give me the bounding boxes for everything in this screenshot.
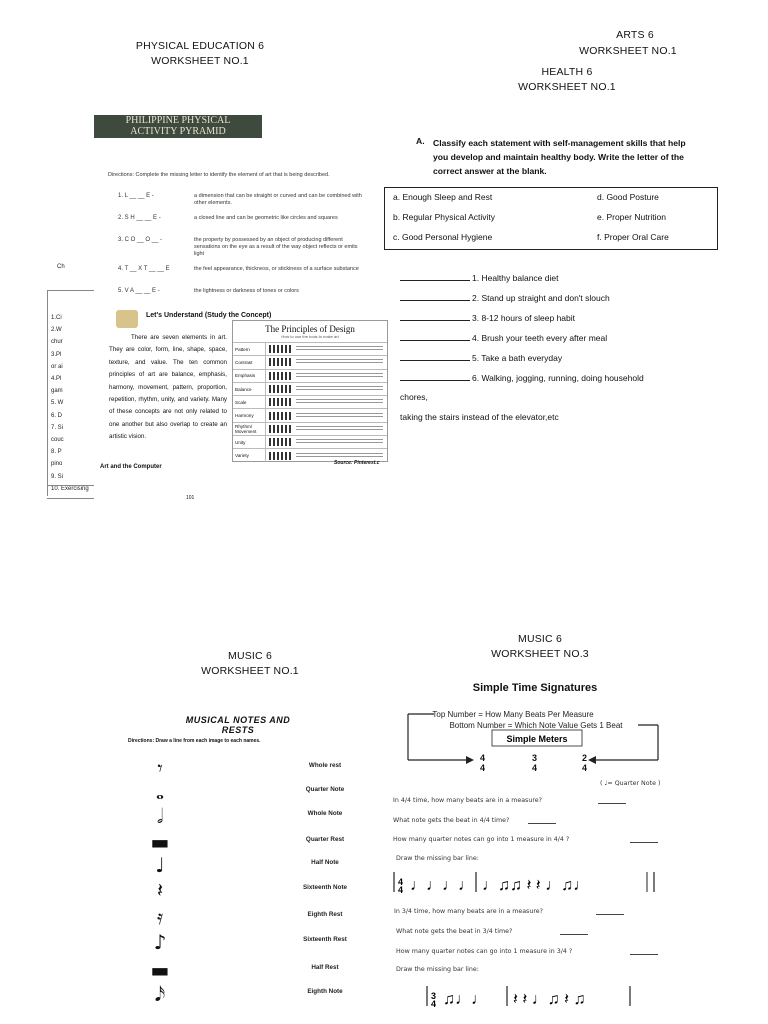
music-symbol-label[interactable]: Sixteenth Rest: [303, 936, 347, 943]
health-item-text: 6. Walking, jogging, running, doing household: [472, 373, 644, 383]
principle-row: [233, 342, 387, 355]
health-item-text: 1. Healthy balance diet: [472, 273, 559, 283]
principle-icon: [269, 385, 293, 393]
q4-text: Draw the missing bar line:: [396, 855, 479, 862]
principles-source: Source: Pinterest.c: [334, 460, 380, 466]
staff-exercise-1[interactable]: [392, 866, 660, 896]
health-choices-box: [384, 187, 718, 250]
pyramid-line2: ACTIVITY PYRAMID: [130, 126, 226, 137]
principle-description-lines: [296, 359, 383, 365]
pe-list-item: couc: [51, 437, 64, 444]
q6-blank[interactable]: [560, 934, 588, 935]
music1-heading: MUSICAL NOTES AND RESTS: [185, 715, 291, 735]
pe-list-item: 9. Si: [51, 473, 64, 480]
pe-list-item: 10. Exercising: [51, 485, 89, 492]
q3-text: How many quarter notes can go into 1 measure in 4/4 ?: [393, 836, 570, 843]
principles-chart: [232, 320, 388, 462]
understand-title: Let's Understand (Study the Concept): [146, 312, 272, 319]
music3-title: MUSIC 6: [518, 633, 562, 645]
health-item-text: 4. Brush your teeth every after meal: [472, 333, 608, 343]
answer-blank[interactable]: [400, 291, 470, 301]
quarter-note-key: ( ♩= Quarter Note ): [600, 780, 661, 787]
pe-list-item: 2.W: [51, 327, 62, 334]
principle-icon: [269, 398, 293, 406]
principle-label: Rhythm/ Movement: [233, 423, 266, 435]
arts-item-question: 4. T __ X T __ __ E: [118, 266, 170, 272]
pe-list-item: 6. D: [51, 412, 63, 419]
pe-title: PHYSICAL EDUCATION 6: [135, 40, 265, 52]
svg-text:4: 4: [398, 877, 404, 887]
music-symbol-icon[interactable]: ▬: [150, 958, 170, 982]
answer-blank[interactable]: [400, 311, 470, 321]
arrowhead-right: [588, 756, 596, 764]
bottom-number-line: Bottom Number = Which Note Value Gets 1 Beat: [449, 721, 623, 730]
health-title: HEALTH 6: [541, 66, 593, 78]
music-symbol-icon[interactable]: ♩: [155, 853, 165, 877]
pyramid-banner: [94, 115, 262, 138]
pe-list-item: or ai: [51, 363, 63, 370]
answer-blank[interactable]: [400, 331, 470, 341]
music-symbol-label[interactable]: Whole rest: [308, 762, 342, 769]
principle-label: Harmony: [233, 409, 266, 421]
arts-item-description: a dimension that can be straight or curved and can be combined with other elements.: [194, 193, 362, 206]
arts-subtitle: WORKSHEET NO.1: [579, 45, 677, 57]
principle-icon: [269, 438, 293, 446]
principle-label: Variety: [233, 449, 266, 461]
arts-sheet: [94, 160, 386, 505]
q8-text: Draw the missing bar line:: [396, 966, 479, 973]
principle-description-lines: [296, 439, 383, 445]
music-symbol-label[interactable]: Eighth Rest: [307, 911, 343, 918]
study-icon: [116, 310, 138, 328]
svg-text:𝄽 𝄽 ♩♫ 𝄽 ♫: 𝄽 𝄽 ♩♫ 𝄽 ♫: [513, 991, 586, 1008]
answer-blank[interactable]: [400, 271, 470, 281]
simple-meters: Simple Meters: [506, 734, 568, 744]
principle-row: [233, 422, 387, 435]
principles-title: The Principles of Design: [265, 324, 355, 334]
principle-description-lines: [296, 386, 383, 392]
principle-row: [233, 355, 387, 368]
arts-item-description: a closed line and can be geometric like circles and squares: [194, 215, 338, 221]
pe-list-item: chur: [51, 339, 63, 346]
q1-blank[interactable]: [598, 803, 626, 804]
principle-icon: [269, 425, 293, 433]
principle-description-lines: [296, 426, 383, 432]
pe-side-label: Ch: [57, 264, 65, 270]
music-symbol-icon[interactable]: 𝄽: [156, 878, 164, 902]
principle-icon: [269, 452, 293, 460]
music1-title: MUSIC 6: [228, 650, 272, 662]
principle-icon: [269, 372, 293, 380]
svg-text:♩♫♫ 𝄽 𝄽 ♩♫♩: ♩♫♫ 𝄽 𝄽 ♩♫♩: [482, 877, 590, 894]
staff-exercise-2[interactable]: [425, 980, 635, 1010]
health-instruction-letter: A.: [416, 136, 425, 146]
principle-label: Emphasis: [233, 370, 266, 382]
arts-page-number: 101: [186, 495, 195, 501]
svg-text:♫♩♩: ♫♩♩: [443, 991, 487, 1008]
pe-list-item: 1.Ci: [51, 315, 62, 321]
principle-label: Pattern: [233, 343, 266, 355]
health-choice-right: f. Proper Oral Care: [597, 232, 669, 242]
music-symbol-label[interactable]: Quarter Note: [305, 786, 345, 793]
principle-label: Contrast: [233, 356, 266, 368]
music-symbol-icon[interactable]: 𝅘𝅥𝅯: [154, 982, 166, 1006]
arts-item-description: the lightness or darkness of tones or colors: [194, 288, 299, 294]
arts-directions: Directions: Complete the missing letter to identify the element of art that is being described.: [108, 172, 330, 178]
health-cont2: taking the stairs instead of the elevator,etc: [400, 412, 559, 422]
q7-blank[interactable]: [630, 954, 658, 955]
pe-list-item: pino: [51, 461, 63, 468]
arts-item-question: 5. V A __ __ E -: [118, 288, 160, 294]
principle-row: [233, 382, 387, 395]
svg-text:♩♩♩♩: ♩♩♩♩: [410, 877, 474, 894]
principle-description-lines: [296, 453, 383, 459]
principle-row: [233, 369, 387, 382]
health-subtitle: WORKSHEET NO.1: [518, 81, 616, 93]
q1-text: In 4/4 time, how many beats are in a measure?: [393, 797, 542, 804]
arts-item-question: 2. S H __ __ E -: [118, 215, 161, 221]
music-symbol-icon[interactable]: ▬: [150, 830, 170, 854]
principle-label: Unity: [233, 436, 266, 448]
music-symbol-icon[interactable]: 𝅝: [156, 780, 164, 804]
arrowhead-left: [466, 756, 474, 764]
sig-2-4: 2 4: [582, 753, 588, 773]
q3-blank[interactable]: [630, 842, 658, 843]
health-choice-right: e. Proper Nutrition: [597, 212, 666, 222]
music-symbol-icon[interactable]: 𝅗𝅥: [156, 804, 164, 828]
time-signature-diagram: [396, 700, 696, 780]
arts-title: ARTS 6: [616, 29, 654, 41]
music-symbol-label[interactable]: Eighth Note: [307, 988, 343, 995]
top-number-line: Top Number = How Many Beats Per Measure: [432, 710, 594, 719]
principle-row: [233, 408, 387, 421]
arts-item-description: the feel appearance, thickness, or stickiness of a surface substance: [194, 266, 359, 272]
music-symbol-label[interactable]: Quarter Rest: [305, 836, 345, 843]
q5-text: In 3/4 time, how many beats are in a measure?: [394, 908, 543, 915]
health-cont1: chores,: [400, 392, 428, 402]
health-choice-left: c. Good Personal Hygiene: [393, 232, 493, 242]
music-symbol-label[interactable]: Half Rest: [311, 964, 339, 971]
health-instruction: Classify each statement with self-management skills that help you develop and maintain healthy body. Write the letter of the correct answer at the blank.: [433, 138, 686, 176]
arts-item-question: 3. C O __ O __ -: [118, 237, 163, 243]
music1-subtitle: WORKSHEET NO.1: [201, 665, 299, 677]
pe-subtitle: WORKSHEET NO.1: [151, 55, 249, 67]
principle-description-lines: [296, 399, 383, 405]
health-choice-left: b. Regular Physical Activity: [393, 212, 496, 222]
music-symbol-label[interactable]: Sixteenth Note: [302, 884, 348, 891]
pe-list-item: 5. W: [51, 400, 64, 407]
music1-directions: Directions: Draw a line from each image to each names.: [128, 738, 261, 744]
health-item-text: 3. 8-12 hours of sleep habit: [472, 313, 576, 323]
principle-icon: [269, 412, 293, 420]
pe-list-item: 7. Si: [51, 424, 64, 431]
q5-blank[interactable]: [596, 914, 624, 915]
svg-text:3: 3: [431, 991, 437, 1001]
health-item: [400, 271, 730, 291]
arts-item-description: the property by possessed by an object of producing different sensations on the eye as a result of the way object reflects or emits light: [194, 237, 358, 257]
principle-description-lines: [296, 373, 383, 379]
music-symbol-icon[interactable]: 𝄿: [156, 905, 164, 929]
music3-subtitle: WORKSHEET NO.3: [491, 648, 589, 660]
health-item: [400, 311, 730, 331]
music-symbol-icon[interactable]: ♪: [153, 930, 167, 954]
svg-text:4: 4: [398, 885, 404, 895]
principle-label: Scale: [233, 396, 266, 408]
q7-text: How many quarter notes can go into 1 measure in 3/4 ?: [396, 948, 573, 955]
health-choice-right: d. Good Posture: [597, 192, 659, 202]
answer-blank[interactable]: [400, 351, 470, 361]
music-symbol-label[interactable]: Whole Note: [307, 810, 343, 817]
pyramid-line1: PHILIPPINE PHYSICAL: [125, 115, 231, 126]
health-item: [400, 331, 730, 351]
principle-icon: [269, 358, 293, 366]
q6-text: What note gets the beat in 3/4 time?: [396, 928, 513, 935]
health-choice-left: a. Enough Sleep and Rest: [393, 192, 493, 202]
principles-sub: How to use the tools to make art: [281, 334, 339, 339]
pe-list-item: 3.Pl: [51, 351, 62, 358]
principle-row: [233, 435, 387, 448]
health-item: [400, 291, 730, 311]
answer-blank[interactable]: [400, 371, 470, 381]
principle-label: Balance: [233, 383, 266, 395]
health-item: [400, 371, 730, 391]
svg-text:4: 4: [431, 999, 437, 1009]
q2-text: What note gets the beat in 4/4 time?: [393, 817, 510, 824]
music-symbol-icon[interactable]: 𝄾: [157, 756, 163, 780]
arts-paragraph: There are seven elements in art. They are color, form, line, shape, space, texture, and value. The ten common principles of art are balance, emphasis, harmony, movement, pattern, proportion, repetition, rhythm, unity, and variety. Many of these concepts are not only related to one another but also overlap to create an artistic vision.: [109, 334, 227, 441]
music-symbol-label[interactable]: Half Note: [311, 859, 339, 866]
arts-footer: Art and the Computer: [100, 464, 162, 470]
health-item: [400, 351, 730, 371]
q2-blank[interactable]: [528, 823, 556, 824]
health-item-text: 5. Take a bath everyday: [472, 353, 563, 363]
principle-description-lines: [296, 413, 383, 419]
music3-heading: Simple Time Signatures: [472, 682, 598, 694]
pe-list-item: 4.Pl: [51, 376, 62, 383]
principle-description-lines: [296, 346, 383, 352]
pe-list-item: 8. P: [51, 449, 62, 456]
principle-icon: [269, 345, 293, 353]
pe-list-item: gam: [51, 388, 63, 395]
sig-4-4: 4 4: [480, 753, 486, 773]
arts-item-question: 1. L __ __ E -: [118, 193, 154, 199]
principle-row: [233, 395, 387, 408]
health-item-text: 2. Stand up straight and don't slouch: [472, 293, 610, 303]
sig-3-4: 3 4: [532, 753, 538, 773]
